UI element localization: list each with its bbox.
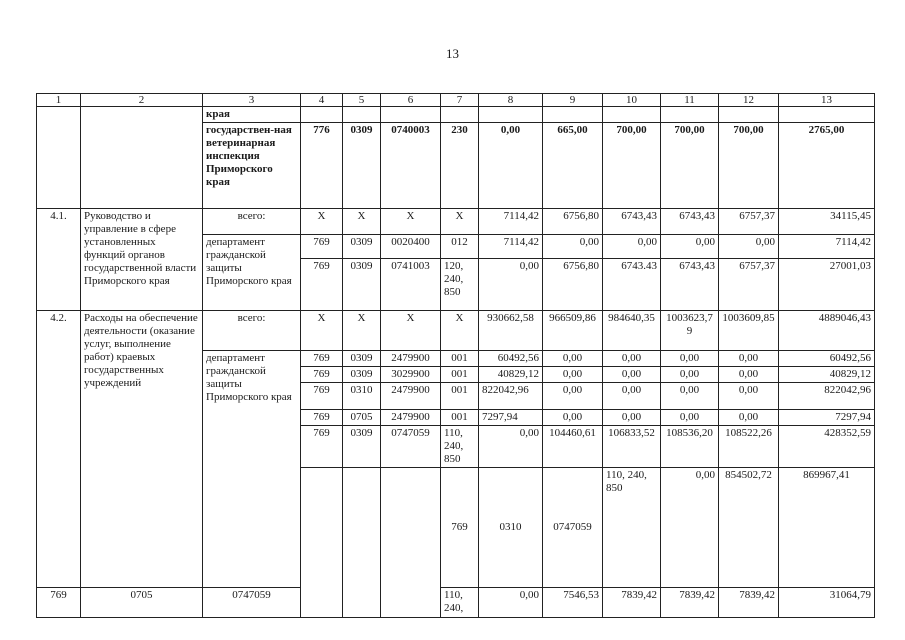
header-cell: 7 [441, 94, 479, 107]
cell-value: 0,00 [479, 426, 543, 468]
cell-value: 6743,43 [603, 209, 661, 235]
empty-cell [81, 107, 203, 209]
cell-type: Х [441, 311, 479, 351]
empty-cell [343, 468, 381, 618]
cell-value: 0,00 [661, 351, 719, 367]
cell-section: 0310 [479, 468, 543, 588]
cell-value: 822042,96 [479, 383, 543, 410]
cell-value: 0,00 [719, 235, 779, 259]
cell-section: 0309 [343, 123, 381, 209]
cell-total: 40829,12 [779, 367, 875, 383]
cell-value: 930662,58 [479, 311, 543, 351]
cell-value: 104460,61 [543, 426, 603, 468]
cell-total: 4889046,43 [779, 311, 875, 351]
budget-table [36, 93, 875, 618]
cell-section: 0309 [343, 259, 381, 311]
cell-section: 0705 [343, 410, 381, 426]
cell-value: 0,00 [603, 410, 661, 426]
table-row [37, 209, 875, 235]
cell-value: 60492,56 [479, 351, 543, 367]
cell [719, 107, 779, 123]
cell-target: 2479900 [381, 351, 441, 367]
cell-section: 0309 [343, 351, 381, 367]
cell-value: 108536,20 [661, 426, 719, 468]
cell-value: 6743,43 [661, 209, 719, 235]
cell-value: 700,00 [719, 123, 779, 209]
cell-value: 984640,35 [603, 311, 661, 351]
cell-type: 001 [441, 367, 479, 383]
cell-recipient: департамент гражданской защиты Приморского края [203, 351, 301, 588]
cell-total: 428352,59 [779, 426, 875, 468]
cell-type: 110, 240, 850 [603, 468, 661, 588]
header-cell: 6 [381, 94, 441, 107]
cell-grbs: 769 [301, 426, 343, 468]
cell-value: 0,00 [543, 383, 603, 410]
cell-target: 2479900 [381, 410, 441, 426]
cell-value: 108522,26 [719, 426, 779, 468]
cell [479, 107, 543, 123]
table-row [37, 588, 875, 618]
cell-value: 0,00 [719, 367, 779, 383]
cell-value: 1003623,79 [661, 311, 719, 351]
cell-value: 0,00 [543, 235, 603, 259]
cell [661, 107, 719, 123]
cell-value: 7546,53 [543, 588, 603, 618]
cell-recipient: департамент гражданской защиты Приморского края [203, 235, 301, 311]
cell [343, 107, 381, 123]
cell-grbs: 769 [301, 235, 343, 259]
cell-value: 0,00 [479, 588, 543, 618]
cell-item-number: 4.2. [37, 311, 81, 588]
cell-value: 0,00 [661, 367, 719, 383]
cell-value: 7839,42 [719, 588, 779, 618]
header-cell: 13 [779, 94, 875, 107]
cell-value: 7839,42 [661, 588, 719, 618]
cell [381, 107, 441, 123]
header-cell: 1 [37, 94, 81, 107]
cell-type: Х [441, 209, 479, 235]
cell-value: 6743.43 [603, 259, 661, 311]
header-cell: 11 [661, 94, 719, 107]
cell-grbs: 769 [441, 468, 479, 588]
cell-section: 0309 [343, 426, 381, 468]
table-row [37, 311, 875, 351]
cell-item-name: Расходы на обеспечение деятельности (оказание услуг, выполнение работ) краевых государственных учреждений [81, 311, 203, 588]
cell-grbs: 769 [37, 588, 81, 618]
cell [603, 107, 661, 123]
empty-cell [381, 468, 441, 618]
cell-item-name: Руководство и управление в сфере установленных функций органов государственной власти Приморского края [81, 209, 203, 311]
cell-value: 0,00 [603, 235, 661, 259]
cell-target: 0747059 [543, 468, 603, 588]
cell-section: Х [343, 209, 381, 235]
cell-value: 0,00 [543, 367, 603, 383]
cell-type: 230 [441, 123, 479, 209]
cell-total: 822042,96 [779, 383, 875, 410]
cell-value: 0,00 [661, 468, 719, 588]
cell-item-number: 4.1. [37, 209, 81, 311]
cell-total: 31064,79 [779, 588, 875, 618]
header-cell: 3 [203, 94, 301, 107]
header-cell: 10 [603, 94, 661, 107]
cell-grbs: 776 [301, 123, 343, 209]
cell-target: 0741003 [381, 259, 441, 311]
cell [441, 107, 479, 123]
cell-value: 0,00 [479, 123, 543, 209]
cell-target: 0747059 [203, 588, 301, 618]
header-row [37, 94, 875, 107]
cell-value: 0,00 [543, 351, 603, 367]
cell-value: 869967,41 [779, 468, 875, 588]
cell-value: 665,00 [543, 123, 603, 209]
cell-value: 0,00 [719, 410, 779, 426]
cell-value: 0,00 [479, 259, 543, 311]
cell-value: 854502,72 [719, 468, 779, 588]
cell-value: 40829,12 [479, 367, 543, 383]
empty-cell [301, 468, 343, 618]
cell-value: 700,00 [661, 123, 719, 209]
cell-grbs: 769 [301, 351, 343, 367]
cell-grbs: 769 [301, 383, 343, 410]
cell-recipient: всего: [203, 209, 301, 235]
cell-grbs: 769 [301, 367, 343, 383]
cell-value: 966509,86 [543, 311, 603, 351]
cell-value: 6757,37 [719, 259, 779, 311]
cell-value: 0,00 [603, 351, 661, 367]
page-number: 13 [446, 46, 459, 61]
cell-target: Х [381, 311, 441, 351]
cell-section: 0309 [343, 367, 381, 383]
cell-total: 7297,94 [779, 410, 875, 426]
cell-recipient: государствен-ная ветеринарная инспекция Приморского края [203, 123, 301, 209]
cell-grbs: 769 [301, 410, 343, 426]
cell-section: 0705 [81, 588, 203, 618]
cell-type: 001 [441, 410, 479, 426]
cell [543, 107, 603, 123]
cell [779, 107, 875, 123]
cell-value: 6756,80 [543, 259, 603, 311]
cell-value: 6743,43 [661, 259, 719, 311]
cell-target: 0020400 [381, 235, 441, 259]
cell-value: 0,00 [543, 410, 603, 426]
cell-type: 120, 240, 850 [441, 259, 479, 311]
cell-section: 0309 [343, 235, 381, 259]
cell-total: 60492,56 [779, 351, 875, 367]
cell-value: 0,00 [661, 235, 719, 259]
cell-section: Х [343, 311, 381, 351]
cell-value: 1003609,85 [719, 311, 779, 351]
cell-value: 0,00 [661, 410, 719, 426]
cell-type: 012 [441, 235, 479, 259]
cell-target: 3029900 [381, 367, 441, 383]
cell-target: 0747059 [381, 426, 441, 468]
cell-type: 110, 240, [441, 588, 479, 618]
cell [301, 107, 343, 123]
table-row [37, 107, 875, 123]
cell-recipient: края [203, 107, 301, 123]
cell-value: 0,00 [719, 351, 779, 367]
empty-cell [37, 107, 81, 209]
cell-value: 6756,80 [543, 209, 603, 235]
cell-target: Х [381, 209, 441, 235]
header-cell: 4 [301, 94, 343, 107]
cell-grbs: 769 [301, 259, 343, 311]
cell-value: 7297,94 [479, 410, 543, 426]
cell-total: 27001,03 [779, 259, 875, 311]
cell-value: 7839,42 [603, 588, 661, 618]
cell-value: 0,00 [661, 383, 719, 410]
cell-value: 106833,52 [603, 426, 661, 468]
cell-grbs: Х [301, 209, 343, 235]
header-cell: 12 [719, 94, 779, 107]
cell-type: 110, 240, 850 [441, 426, 479, 468]
cell-value: 700,00 [603, 123, 661, 209]
cell-value: 0,00 [603, 383, 661, 410]
header-cell: 8 [479, 94, 543, 107]
cell-value: 0,00 [603, 367, 661, 383]
cell-grbs: Х [301, 311, 343, 351]
header-cell: 9 [543, 94, 603, 107]
header-cell: 2 [81, 94, 203, 107]
cell-total: 2765,00 [779, 123, 875, 209]
cell-type: 001 [441, 383, 479, 410]
cell-value: 7114,42 [479, 209, 543, 235]
cell-section: 0310 [343, 383, 381, 410]
cell-target: 0740003 [381, 123, 441, 209]
cell-recipient: всего: [203, 311, 301, 351]
cell-type: 001 [441, 351, 479, 367]
cell-value: 7114,42 [479, 235, 543, 259]
cell-target: 2479900 [381, 383, 441, 410]
cell-value: 6757,37 [719, 209, 779, 235]
cell-total: 34115,45 [779, 209, 875, 235]
cell-total: 7114,42 [779, 235, 875, 259]
cell-value: 0,00 [719, 383, 779, 410]
header-cell: 5 [343, 94, 381, 107]
